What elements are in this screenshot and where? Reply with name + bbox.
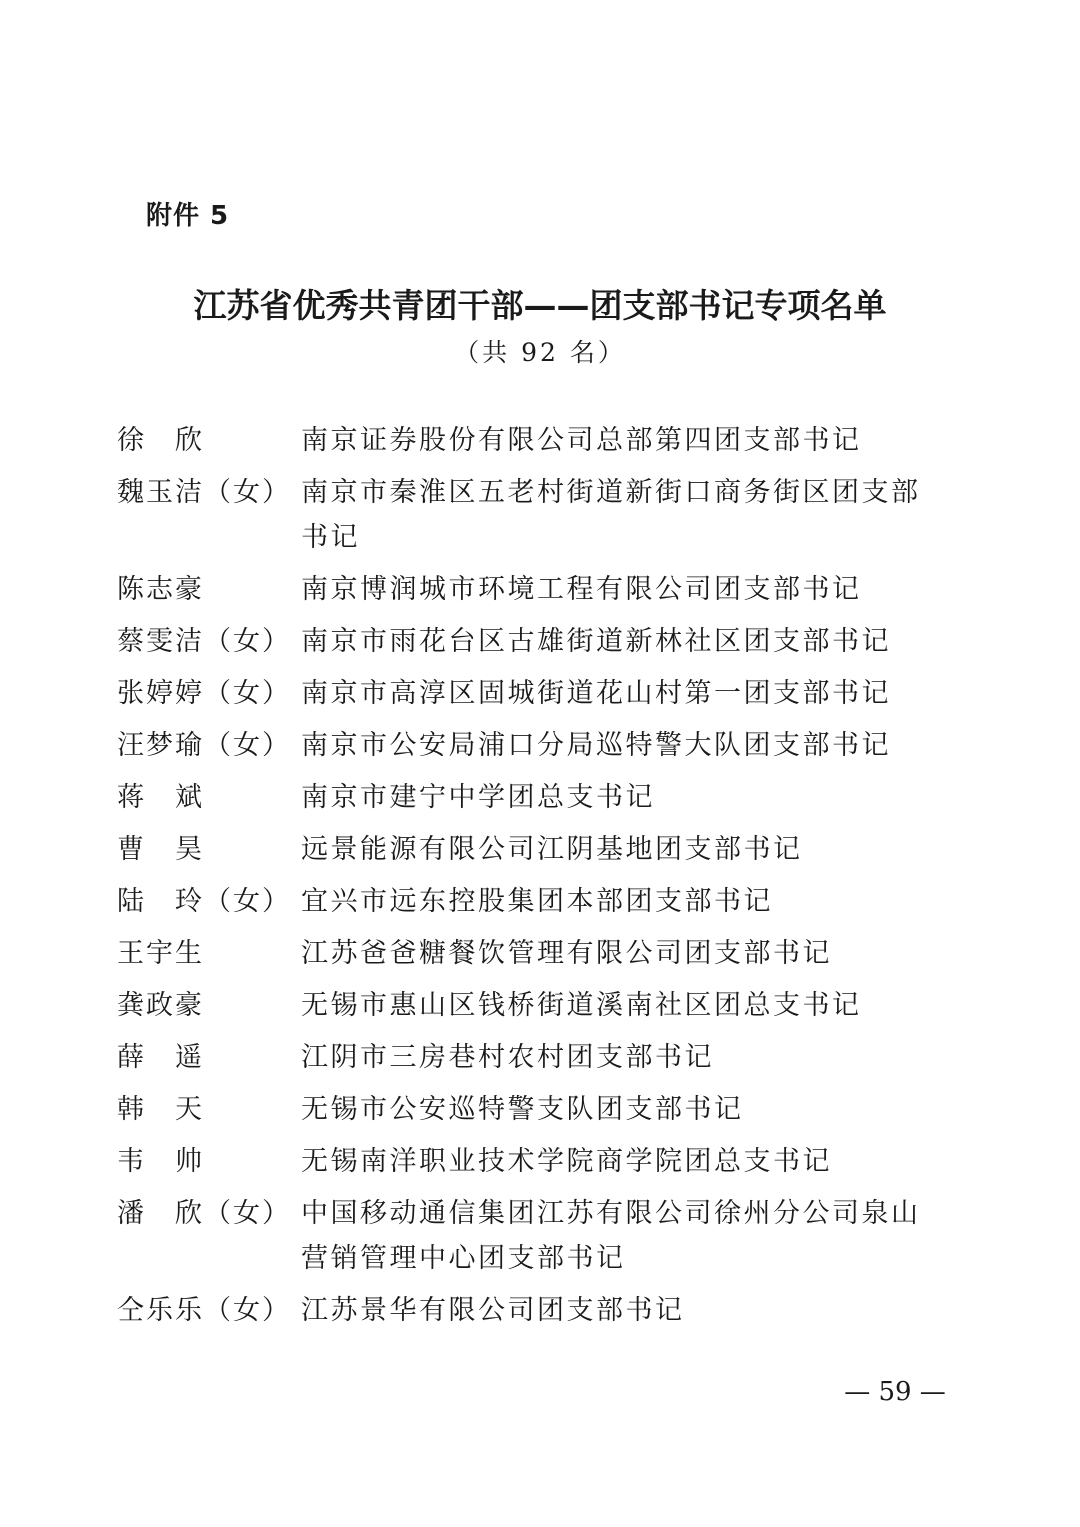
document-title: 江苏省优秀共青团干部——团支部书记专项名单 [193, 286, 887, 325]
person-name: 潘 欣（女） [117, 1198, 291, 1229]
person-position: 远景能源有限公司江阴基地团支部书记 [301, 834, 803, 865]
list-item [117, 418, 937, 463]
list-item [117, 723, 937, 768]
attachment-label: 附件 5 [146, 201, 230, 231]
person-position: 南京市秦淮区五老村街道新街口商务街区团支部书记 [301, 477, 921, 553]
person-position: 无锡市惠山区钱桥街道溪南社区团总支书记 [301, 990, 862, 1021]
person-name: 魏玉洁（女） [117, 477, 291, 508]
person-position: 中国移动通信集团江苏有限公司徐州分公司泉山营销管理中心团支部书记 [301, 1198, 921, 1274]
person-position: 江苏景华有限公司团支部书记 [301, 1295, 685, 1326]
person-position: 南京证券股份有限公司总部第四团支部书记 [301, 425, 862, 456]
person-name: 蒋 斌 [117, 782, 204, 813]
person-position: 无锡南洋职业技术学院商学院团总支书记 [301, 1146, 832, 1177]
list-item [117, 879, 937, 924]
person-name: 汪梦瑜（女） [117, 730, 291, 761]
person-name: 陆 玲（女） [117, 886, 291, 917]
person-name: 龚政豪 [117, 990, 204, 1021]
person-name: 仝乐乐（女） [117, 1295, 291, 1326]
list-item [117, 1288, 937, 1333]
person-name: 张婷婷（女） [117, 678, 291, 709]
person-name: 韩 天 [117, 1094, 204, 1125]
person-name: 薛 遥 [117, 1042, 204, 1073]
person-position: 江阴市三房巷村农村团支部书记 [301, 1042, 714, 1073]
list-item [117, 1191, 937, 1281]
list-item [117, 1087, 937, 1132]
list-item [117, 775, 937, 820]
list-item [117, 931, 937, 976]
list-item [117, 1035, 937, 1080]
person-position: 南京市高淳区固城街道花山村第一团支部书记 [301, 678, 891, 709]
list-item [117, 567, 937, 612]
list-item [117, 470, 937, 560]
person-name: 蔡雯洁（女） [117, 626, 291, 657]
person-position: 无锡市公安巡特警支队团支部书记 [301, 1094, 744, 1125]
person-name: 韦 帅 [117, 1146, 204, 1177]
list-item [117, 983, 937, 1028]
person-position: 南京博润城市环境工程有限公司团支部书记 [301, 574, 862, 605]
name-list [117, 418, 937, 1340]
person-position: 江苏爸爸糖餐饮管理有限公司团支部书记 [301, 938, 832, 969]
list-item [117, 827, 937, 872]
person-name: 陈志豪 [117, 574, 204, 605]
list-item [117, 619, 937, 664]
person-name: 王宇生 [117, 938, 204, 969]
person-name: 徐 欣 [117, 425, 204, 456]
person-position: 南京市公安局浦口分局巡特警大队团支部书记 [301, 730, 891, 761]
person-position: 南京市建宁中学团总支书记 [301, 782, 655, 813]
page-number: — 59 — [844, 1377, 946, 1407]
document-subtitle: （共 92 名） [454, 338, 626, 367]
list-item [117, 1139, 937, 1184]
person-position: 宜兴市远东控股集团本部团支部书记 [301, 886, 773, 917]
person-position: 南京市雨花台区古雄街道新林社区团支部书记 [301, 626, 891, 657]
person-name: 曹 昊 [117, 834, 204, 865]
list-item [117, 671, 937, 716]
